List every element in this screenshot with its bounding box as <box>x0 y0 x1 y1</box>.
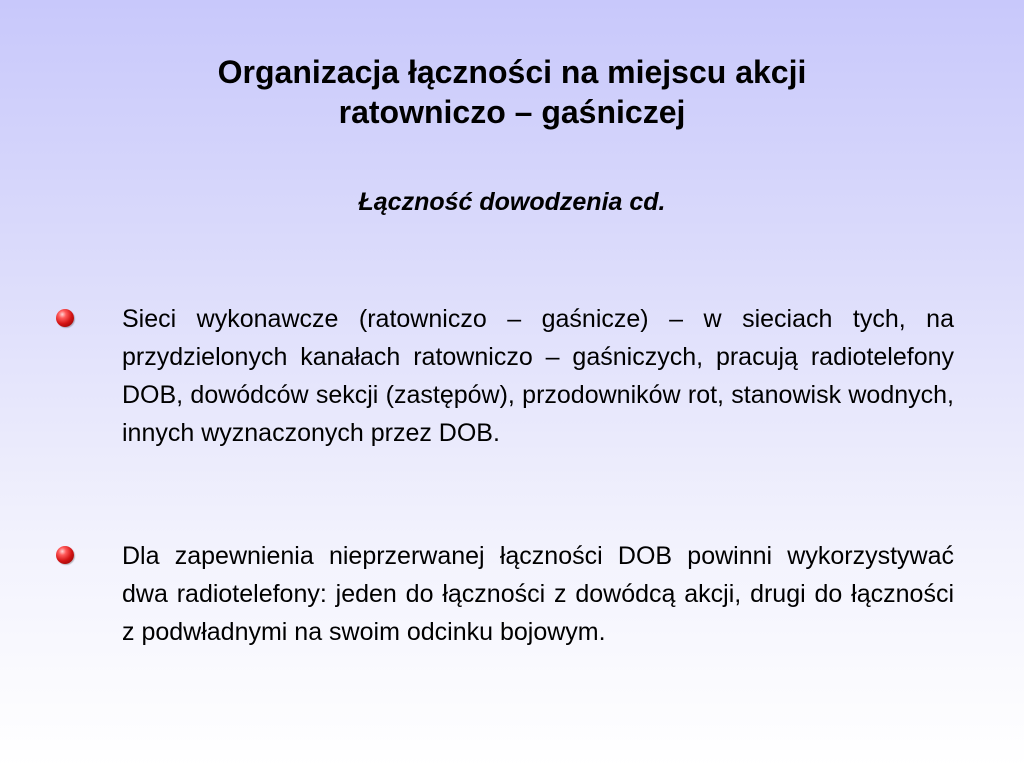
slide-subtitle: Łączność dowodzenia cd. <box>358 188 666 216</box>
red-sphere-bullet-icon <box>56 546 74 564</box>
bullet-text: Sieci wykonawcze (ratowniczo – gaśnicze) – w sieciach tych, na przydzielonych kanałach ratowniczo – gaśniczych, pracują radiotelefony DOB, dowódców sekcji (zastępów), przodowników rot, stanowisk wodnych, innych wyznaczonych przez DOB. <box>122 305 954 447</box>
bullet-text: Dla zapewnienia nieprzerwanej łączności DOB powinni wykorzystywać dwa radiotelefony: jeden do łączności z dowódcą akcji, drugi do łączności z podwładnymi na swoim odcinku bojowym. <box>122 542 954 646</box>
bullet-item <box>122 300 954 452</box>
red-sphere-bullet-icon <box>56 309 74 327</box>
bullet-item <box>122 537 954 651</box>
slide-title-line-1: Organizacja łączności na miejscu akcji <box>217 54 807 90</box>
slide-title-line-2: ratowniczo – gaśniczej <box>338 94 686 130</box>
